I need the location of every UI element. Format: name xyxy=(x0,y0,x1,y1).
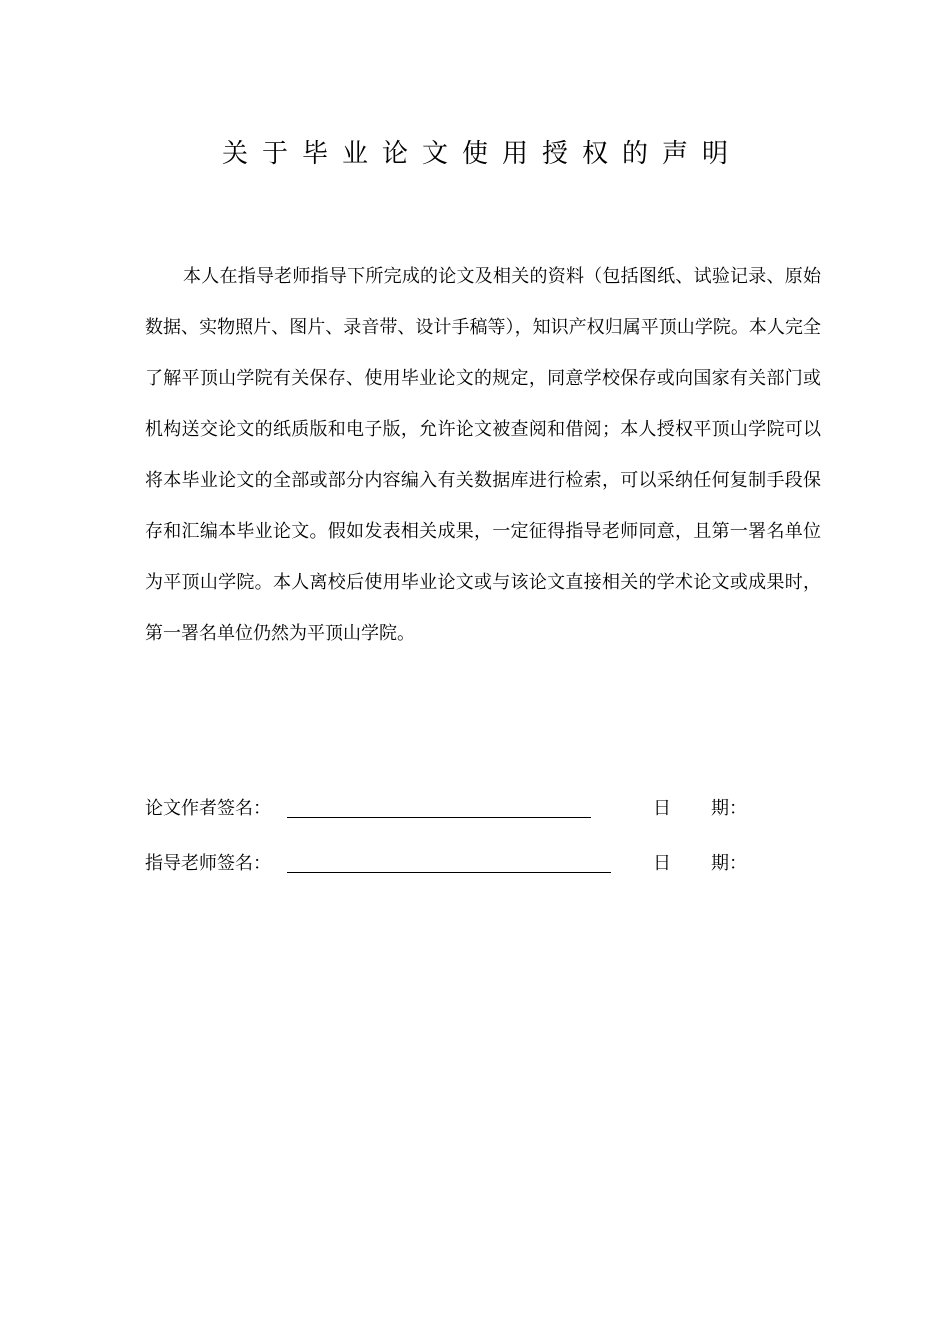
advisor-date-char-2: 期： xyxy=(711,853,747,874)
advisor-date-label xyxy=(653,849,747,879)
author-signature-label: 论文作者签名： xyxy=(145,798,271,819)
author-date-char-2: 期： xyxy=(711,798,747,819)
document-title: 关于毕业论文使用授权的声明 xyxy=(221,139,742,169)
declaration-paragraph: 本人在指导老师指导下所完成的论文及相关的资料（包括图纸、试验记录、原始数据、实物照片、图片、录音带、设计手稿等），知识产权归属平顶山学院。本人完全了解平顶山学院有关保存、使用毕业论文的规定，同意学校保存或向国家有关部门或机构送交论文的纸质版和电子版，允许论文被查阅和借阅；本人授权平顶山学院可以将本毕业论文的全部或部分内容编入有关数据库进行检索，可以采纳任何复制手段保存和汇编本毕业论文。假如发表相关成果，一定征得指导老师同意，且第一署名单位为平顶山学院。本人离校后使用毕业论文或与该论文直接相关的学术论文或成果时，第一署名单位仍然为平顶山学院。 xyxy=(145,266,821,644)
author-date-char-1: 日 xyxy=(653,798,671,819)
advisor-signature-label: 指导老师签名： xyxy=(145,853,271,874)
author-date-label xyxy=(653,794,747,824)
advisor-signature-line[interactable] xyxy=(287,872,611,873)
advisor-date-char-1: 日 xyxy=(653,853,671,874)
author-signature-line[interactable] xyxy=(287,817,591,818)
